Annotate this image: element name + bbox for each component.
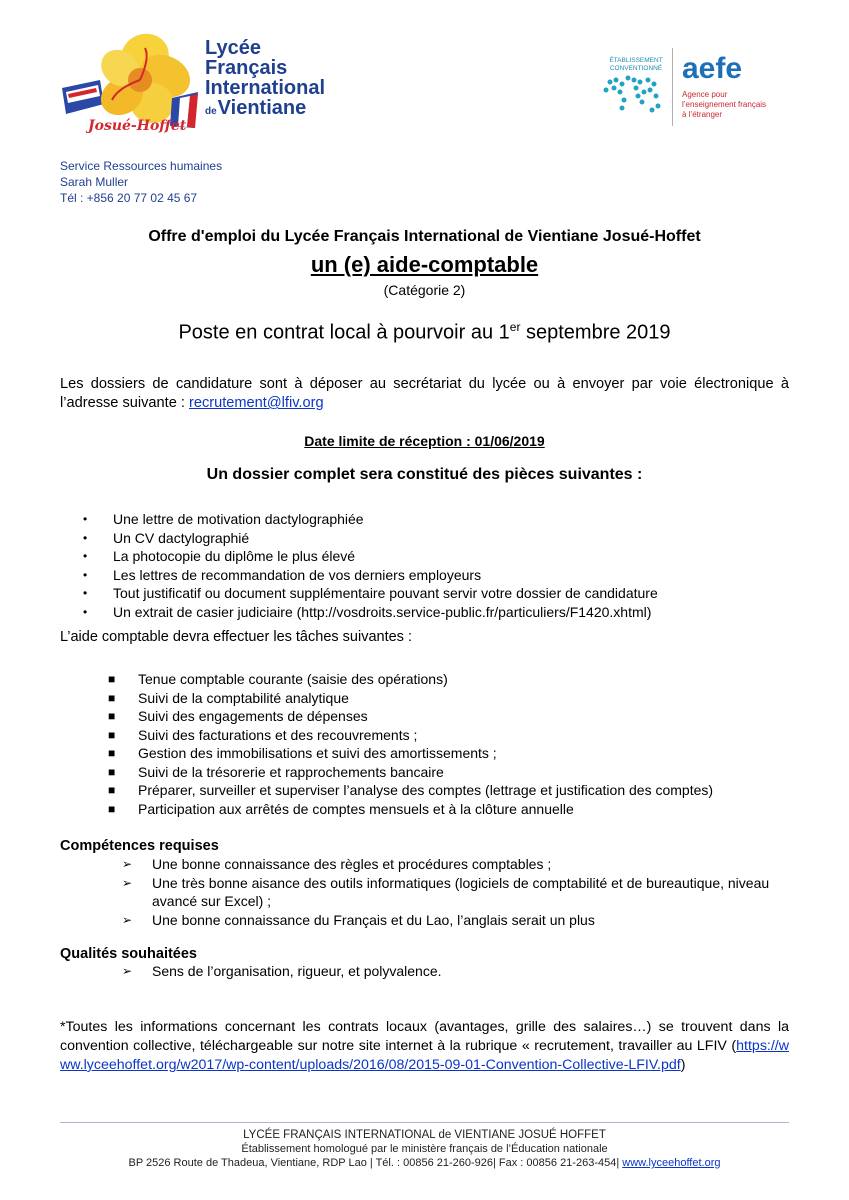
dossier-heading: Un dossier complet sera constitué des pièces suivantes : — [206, 466, 643, 483]
list-item — [108, 707, 713, 726]
aefe-tagline-line: à l’étranger — [682, 110, 723, 119]
school-name — [205, 38, 355, 122]
school-name-line: Vientiane — [217, 97, 307, 119]
contact-service: Service Ressources humaines — [60, 159, 223, 173]
footnote-paren: ) — [680, 1057, 686, 1073]
footer-divider — [60, 1122, 789, 1123]
list-item-text: Une lettre de motivation dactylographiée — [113, 511, 364, 527]
list-item — [108, 800, 713, 819]
square-bullet-icon: ■ — [108, 801, 116, 816]
school-script-name: Josué-Hoffet — [88, 118, 187, 134]
square-bullet-icon: ■ — [108, 709, 116, 723]
square-bullet-icon: ■ — [108, 783, 116, 797]
deadline: Date limite de réception : 01/06/2019 — [304, 433, 545, 449]
arrow-bullet-icon: ➢ — [122, 964, 133, 978]
list-item — [122, 962, 442, 981]
aefe-logo-word: aefe — [682, 52, 743, 85]
square-bullet-icon: ■ — [108, 764, 116, 779]
list-item — [108, 689, 713, 708]
footer-accreditation: Établissement homologué par le ministère français de l’Éducation nationale — [241, 1143, 608, 1155]
bullet-icon: • — [83, 512, 88, 526]
position-start — [60, 320, 789, 345]
arrow-bullet-icon: ➢ — [122, 875, 133, 890]
list-item-text: Tout justificatif ou document supplémentaire pouvant servir votre dossier de candidature — [113, 585, 658, 601]
list-item — [108, 781, 714, 800]
list-item — [83, 529, 658, 548]
bullet-icon: • — [83, 604, 88, 619]
application-text: Les dossiers de candidature sont à déposer au secrétariat du lycée ou à envoyer par voie électronique à l’adresse suivante : — [60, 376, 789, 411]
list-item-text: Suivi de la comptabilité analytique — [138, 689, 349, 706]
competences-heading: Compétences requises — [60, 838, 219, 854]
position-start-text: septembre 2019 — [520, 321, 671, 344]
footnote-text: *Toutes les informations concernant les contrats locaux (avantages, grille des salaires…) se trouvent dans la convention collective, téléchargeable sur notre site internet à la rubrique « recrutement, travailler au LFIV — [60, 1019, 789, 1054]
list-item-text: Préparer, surveiller et superviser l’analyse des comptes (lettrage et justification des comptes) — [138, 782, 714, 798]
square-bullet-icon: ■ — [108, 746, 116, 760]
school-name-de: de — [205, 106, 217, 117]
application-paragraph — [60, 375, 789, 413]
aefe-tagline-line: Agence pour — [682, 90, 728, 99]
list-item-text: Une bonne connaissance du Français et du Lao, l’anglais serait un plus — [152, 911, 595, 928]
list-item-text: Gestion des immobilisations et suivi des amortissements ; — [138, 745, 497, 761]
position-start-text: Poste en contrat local à pourvoir au 1 — [178, 321, 510, 344]
list-item — [108, 744, 713, 763]
list-item-text: Suivi de la trésorerie et rapprochements bancaire — [138, 763, 444, 780]
aefe-separator — [672, 48, 673, 126]
footer-address — [60, 1156, 789, 1170]
job-category: (Catégorie 2) — [383, 282, 466, 298]
footer-school-name: LYCÉE FRANÇAIS INTERNATIONAL de VIENTIANE JOSUÉ HOFFET — [243, 1129, 606, 1141]
footnote — [60, 1018, 789, 1075]
list-item-text: Un extrait de casier judiciaire (http://vosdroits.service-public.fr/particuliers/F1420.xhtml) — [113, 603, 652, 620]
square-bullet-icon: ■ — [108, 690, 116, 705]
list-item-text: Une bonne connaissance des règles et procédures comptables ; — [152, 856, 552, 872]
list-item — [122, 855, 792, 874]
footer — [60, 1128, 789, 1170]
documents-list — [83, 510, 658, 621]
job-title: un (e) aide-comptable — [310, 252, 539, 277]
contact-name: Sarah Muller — [60, 175, 129, 189]
square-bullet-icon: ■ — [108, 672, 116, 686]
aefe-tagline-line: l’enseignement français — [682, 100, 767, 109]
qualites-heading: Qualités souhaitées — [60, 946, 197, 962]
list-item-text: Tenue comptable courante (saisie des opérations) — [138, 671, 448, 687]
list-item — [108, 763, 713, 782]
footnote-paren: ( — [731, 1038, 737, 1054]
globe-icon — [600, 66, 666, 127]
hr-contact — [60, 158, 222, 206]
bullet-icon: • — [83, 567, 88, 582]
list-item — [83, 566, 658, 585]
bullet-icon: • — [83, 549, 88, 563]
aefe-small-label: ÉTABLISSEMENT CONVENTIONNÉ — [609, 57, 663, 72]
school-name-line: Lycée — [205, 37, 261, 59]
position-start-sup: er — [509, 320, 521, 334]
list-item-text: La photocopie du diplôme le plus élevé — [113, 548, 356, 564]
arrow-bullet-icon: ➢ — [122, 857, 133, 871]
list-item — [83, 603, 658, 622]
list-item-text: Suivi des facturations et des recouvrements ; — [138, 726, 418, 743]
school-name-line: Français — [205, 57, 288, 79]
website-link[interactable]: www.lyceehoffet.org — [622, 1157, 721, 1169]
list-item-text: Sens de l’organisation, rigueur, et polyvalence. — [152, 963, 442, 979]
offer-title: Offre d'emploi du Lycée Français International de Vientiane Josué-Hoffet — [148, 228, 701, 245]
bullet-icon: • — [83, 530, 88, 545]
email-link[interactable]: recrutement@lfiv.org — [188, 395, 324, 411]
tasks-intro: L’aide comptable devra effectuer les tâches suivantes : — [60, 629, 412, 645]
aefe-tagline — [682, 90, 802, 120]
list-item — [83, 584, 658, 603]
list-item — [122, 911, 792, 930]
qualites-list — [122, 962, 442, 981]
list-item — [122, 874, 792, 911]
contact-phone: Tél : +856 20 77 02 45 67 — [60, 191, 198, 205]
convention-link[interactable]: https://www.lyceehoffet.org/w2017/wp-content/uploads/2016/08/2015-09-01-Convention-Collective-LFIV.pdf — [60, 1038, 789, 1073]
bullet-icon: • — [83, 586, 88, 600]
list-item — [108, 670, 713, 689]
list-item-text: Suivi des engagements de dépenses — [138, 708, 368, 724]
list-item-text: Participation aux arrêtés de comptes mensuels et à la clôture annuelle — [138, 800, 574, 817]
footer-address-text: BP 2526 Route de Thadeua, Vientiane, RDP Lao | Tél. : 00856 21-260-926| Fax : 00856 21-263-454| — [128, 1157, 623, 1169]
list-item — [108, 726, 713, 745]
arrow-bullet-icon: ➢ — [122, 912, 133, 927]
list-item-text: Un CV dactylographié — [113, 529, 250, 546]
list-item — [83, 547, 658, 566]
tasks-list — [108, 670, 714, 818]
competences-list — [122, 855, 792, 929]
list-item-text: Les lettres de recommandation de vos derniers employeurs — [113, 566, 482, 583]
school-name-line: International — [205, 77, 326, 99]
square-bullet-icon: ■ — [108, 727, 116, 742]
list-item — [83, 510, 658, 529]
list-item-text: Une très bonne aisance des outils informatiques (logiciels de comptabilité et de bureautique, niveau avancé sur Excel) ; — [152, 874, 770, 909]
